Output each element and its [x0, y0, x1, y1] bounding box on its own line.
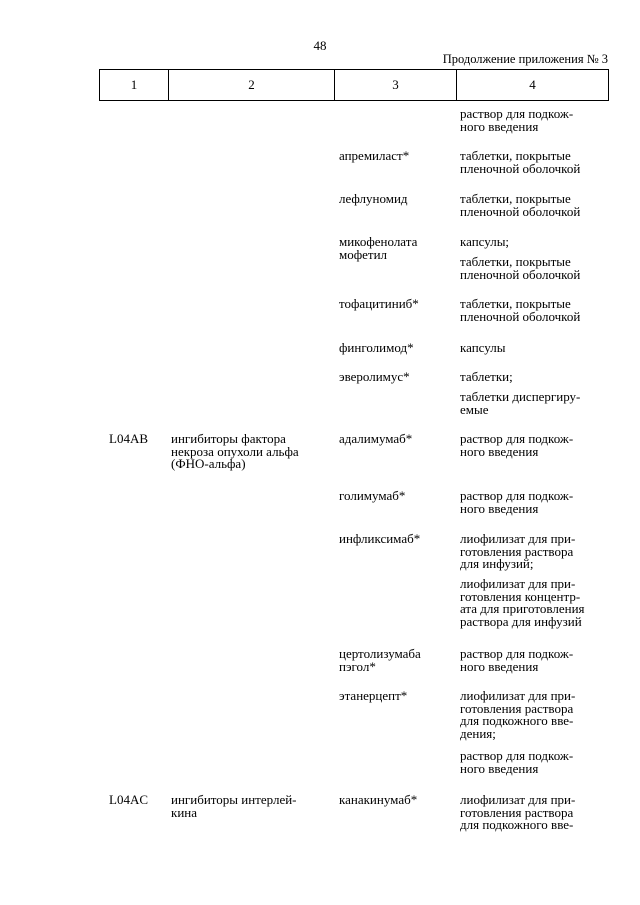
- form-text: таблетки, покрытые пленочной оболочкой: [460, 191, 581, 219]
- drug-name: апремиласт*: [339, 148, 410, 163]
- drug-name: цертолизумаба пэгол*: [339, 646, 421, 674]
- table-header: [99, 69, 609, 101]
- drug-name: голимумаб*: [339, 488, 406, 503]
- form-text: таблетки;: [460, 369, 513, 384]
- header-col-1: 1: [100, 70, 169, 100]
- form-text: таблетки, покрытые пленочной оболочкой: [460, 148, 581, 176]
- form-text: таблетки, покрытые пленочной оболочкой: [460, 296, 581, 324]
- drug-name: канакинумаб*: [339, 792, 418, 807]
- form-text: раствор для подкож- ного введения: [460, 488, 574, 516]
- group-name: ингибиторы фактора некроза опухоли альфа (ФНО-альфа): [171, 431, 299, 471]
- drug-name: микофенолата мофетил: [339, 234, 418, 262]
- form-text: раствор для подкож- ного введения: [460, 748, 574, 776]
- page-number: 48: [313, 38, 327, 53]
- group-name: ингибиторы интерлей- кина: [171, 792, 297, 820]
- form-text: раствор для подкож- ного введения: [460, 646, 574, 674]
- form-text: таблетки диспергиру- емые: [460, 389, 581, 417]
- form-text: раствор для подкож- ного введения: [460, 106, 574, 134]
- form-text: лиофилизат для при- готовления раствора для подкожного вве- дения;: [460, 688, 576, 741]
- form-text: капсулы: [460, 340, 506, 355]
- form-text: лиофилизат для при- готовления раствора для инфузий;: [460, 531, 576, 571]
- form-text: лиофилизат для при- готовления концентр- ата для приготовления раствора для инфузий: [460, 576, 585, 629]
- continuation-note: Продолжение приложения № 3: [442, 52, 608, 66]
- header-col-2: 2: [169, 70, 335, 100]
- drug-name: тофацитиниб*: [339, 296, 419, 311]
- header-col-3: 3: [335, 70, 457, 100]
- form-text: таблетки, покрытые пленочной оболочкой: [460, 254, 581, 282]
- drug-name: этанерцепт*: [339, 688, 408, 703]
- drug-name: адалимумаб*: [339, 431, 413, 446]
- drug-name: финголимод*: [339, 340, 414, 355]
- drug-name: эверолимус*: [339, 369, 410, 384]
- atc-code: L04AC: [109, 792, 148, 807]
- drug-name: лефлуномид: [339, 191, 408, 206]
- atc-code: L04AB: [109, 431, 148, 446]
- drug-name: инфликсимаб*: [339, 531, 421, 546]
- header-col-4: 4: [529, 77, 536, 92]
- form-text: капсулы;: [460, 234, 510, 249]
- form-text: раствор для подкож- ного введения: [460, 431, 574, 459]
- form-text: лиофилизат для при- готовления раствора для подкожного вве-: [460, 792, 576, 832]
